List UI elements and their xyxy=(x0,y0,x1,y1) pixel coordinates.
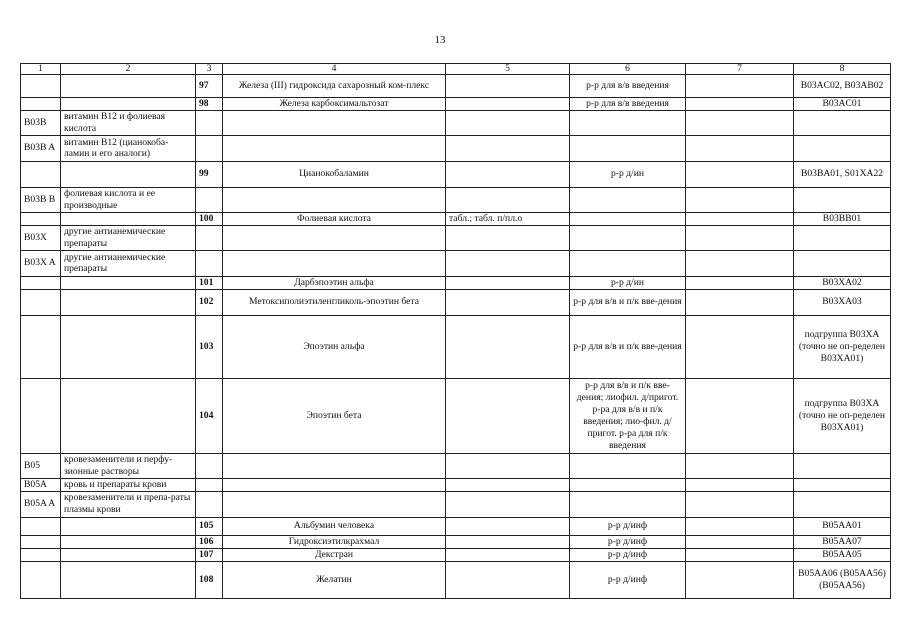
table-row xyxy=(21,161,891,187)
item-number-cell xyxy=(196,491,223,517)
atc-reference-cell xyxy=(794,478,891,491)
drug-name-cell xyxy=(223,135,446,161)
drug-name-cell: Фолиевая кислота xyxy=(223,212,446,225)
column-7-cell xyxy=(686,250,794,276)
dosage-form-injection-cell: р-р д/ин xyxy=(570,276,686,289)
dosage-form-oral-cell xyxy=(446,517,570,535)
atc-group-cell: кровезаменители и перфу-зионные растворы xyxy=(61,453,196,478)
drug-name-cell: Железа (III) гидроксида сахарозный ком-плекс xyxy=(223,75,446,98)
atc-code-cell: B05A xyxy=(21,478,61,491)
drug-name-cell: Метоксиполиэтиленгликоль-эпоэтин бета xyxy=(223,289,446,315)
dosage-form-injection-cell xyxy=(570,491,686,517)
column-7-cell xyxy=(686,75,794,98)
column-number-row xyxy=(21,64,891,75)
atc-reference-cell: подгруппа B03XA (точно не оп-ределен B03XA01) xyxy=(794,378,891,453)
atc-reference-cell xyxy=(794,187,891,212)
atc-group-cell: витамин B12 (цианокоба-ламин и его аналоги) xyxy=(61,135,196,161)
column-number: 1 xyxy=(21,64,61,75)
atc-code-cell xyxy=(21,315,61,378)
item-number-cell: 102 xyxy=(196,289,223,315)
table-row xyxy=(21,75,891,98)
table-row xyxy=(21,378,891,453)
dosage-form-injection-cell xyxy=(570,453,686,478)
column-7-cell xyxy=(686,161,794,187)
dosage-form-oral-cell xyxy=(446,225,570,250)
column-7-cell xyxy=(686,548,794,561)
dosage-form-oral-cell xyxy=(446,276,570,289)
dosage-form-injection-cell: р-р д/инф xyxy=(570,517,686,535)
item-number-cell xyxy=(196,478,223,491)
table-row xyxy=(21,225,891,250)
atc-reference-cell xyxy=(794,491,891,517)
dosage-form-oral-cell xyxy=(446,98,570,111)
dosage-form-oral-cell xyxy=(446,535,570,548)
atc-group-cell: кровь и препараты крови xyxy=(61,478,196,491)
item-number-cell xyxy=(196,225,223,250)
drug-name-cell: Желатин xyxy=(223,561,446,598)
atc-code-cell xyxy=(21,161,61,187)
dosage-form-oral-cell xyxy=(446,75,570,98)
column-7-cell xyxy=(686,212,794,225)
table-row xyxy=(21,491,891,517)
dosage-form-injection-cell xyxy=(570,135,686,161)
dosage-form-injection-cell xyxy=(570,212,686,225)
atc-code-cell xyxy=(21,212,61,225)
dosage-form-injection-cell: р-р для в/в и п/к вве-дения xyxy=(570,289,686,315)
atc-code-cell xyxy=(21,98,61,111)
atc-code-cell: B03B A xyxy=(21,135,61,161)
item-number-cell xyxy=(196,187,223,212)
column-7-cell xyxy=(686,110,794,135)
atc-group-cell xyxy=(61,548,196,561)
column-number: 6 xyxy=(570,64,686,75)
atc-reference-cell: B03XA03 xyxy=(794,289,891,315)
dosage-form-injection-cell: р-р д/инф xyxy=(570,548,686,561)
atc-group-cell xyxy=(61,276,196,289)
column-7-cell xyxy=(686,276,794,289)
column-7-cell xyxy=(686,187,794,212)
column-7-cell xyxy=(686,225,794,250)
atc-code-cell xyxy=(21,561,61,598)
table-row xyxy=(21,561,891,598)
column-7-cell xyxy=(686,289,794,315)
atc-code-cell: B03X xyxy=(21,225,61,250)
column-number: 5 xyxy=(446,64,570,75)
drug-name-cell xyxy=(223,478,446,491)
column-7-cell xyxy=(686,491,794,517)
drug-name-cell: Железа карбоксимальтозат xyxy=(223,98,446,111)
atc-reference-cell xyxy=(794,453,891,478)
item-number-cell xyxy=(196,453,223,478)
item-number-cell xyxy=(196,250,223,276)
column-7-cell xyxy=(686,98,794,111)
atc-group-cell xyxy=(61,289,196,315)
atc-reference-cell: B05AA07 xyxy=(794,535,891,548)
atc-reference-cell xyxy=(794,135,891,161)
dosage-form-oral-cell xyxy=(446,110,570,135)
atc-reference-cell: подгруппа B03XA (точно не оп-ределен B03XA01) xyxy=(794,315,891,378)
atc-code-cell xyxy=(21,548,61,561)
drug-classification-table xyxy=(20,63,891,599)
drug-name-cell: Эпоэтин бета xyxy=(223,378,446,453)
atc-code-cell: B03X A xyxy=(21,250,61,276)
atc-group-cell xyxy=(61,517,196,535)
atc-code-cell: B03B xyxy=(21,110,61,135)
dosage-form-oral-cell xyxy=(446,548,570,561)
dosage-form-oral-cell xyxy=(446,453,570,478)
table-row xyxy=(21,315,891,378)
drug-name-cell: Альбумин человека xyxy=(223,517,446,535)
drug-name-cell: Гидроксиэтилкрахмал xyxy=(223,535,446,548)
drug-name-cell: Цианокобаламин xyxy=(223,161,446,187)
dosage-form-oral-cell xyxy=(446,561,570,598)
drug-name-cell xyxy=(223,453,446,478)
item-number-cell: 97 xyxy=(196,75,223,98)
atc-group-cell xyxy=(61,212,196,225)
dosage-form-injection-cell: р-р для в/в введения xyxy=(570,75,686,98)
atc-group-cell xyxy=(61,75,196,98)
atc-reference-cell: B03BA01, S01XA22 xyxy=(794,161,891,187)
table-row xyxy=(21,289,891,315)
table-row xyxy=(21,478,891,491)
column-7-cell xyxy=(686,535,794,548)
table-row xyxy=(21,453,891,478)
item-number-cell: 104 xyxy=(196,378,223,453)
column-7-cell xyxy=(686,135,794,161)
dosage-form-injection-cell xyxy=(570,187,686,212)
drug-name-cell: Декстран xyxy=(223,548,446,561)
item-number-cell xyxy=(196,110,223,135)
drug-name-cell: Дарбэпоэтин альфа xyxy=(223,276,446,289)
table-row xyxy=(21,135,891,161)
item-number-cell xyxy=(196,135,223,161)
atc-code-cell: B03B B xyxy=(21,187,61,212)
drug-name-cell xyxy=(223,225,446,250)
table-row xyxy=(21,98,891,111)
dosage-form-injection-cell: р-р для в/в и п/к вве-дения; лиофил. д/пригот. р-ра для в/в и п/к введения; лио-фил. д/пригот. р-ра для п/к введения xyxy=(570,378,686,453)
dosage-form-oral-cell: табл.; табл. п/пл.о xyxy=(446,212,570,225)
item-number-cell: 101 xyxy=(196,276,223,289)
column-7-cell xyxy=(686,561,794,598)
atc-reference-cell xyxy=(794,110,891,135)
atc-code-cell: B05 xyxy=(21,453,61,478)
atc-group-cell xyxy=(61,535,196,548)
atc-group-cell: другие антианемические препараты xyxy=(61,250,196,276)
atc-code-cell xyxy=(21,276,61,289)
drug-name-cell: Эпоэтин альфа xyxy=(223,315,446,378)
atc-reference-cell: B05AA05 xyxy=(794,548,891,561)
dosage-form-injection-cell: р-р для в/в и п/к вве-дения xyxy=(570,315,686,378)
atc-reference-cell: B05AA01 xyxy=(794,517,891,535)
atc-group-cell: кровезаменители и препа-раты плазмы крови xyxy=(61,491,196,517)
dosage-form-oral-cell xyxy=(446,135,570,161)
dosage-form-oral-cell xyxy=(446,315,570,378)
atc-reference-cell: B05AA06 (B05AA56) (B05AA56) xyxy=(794,561,891,598)
dosage-form-injection-cell: р-р для в/в введения xyxy=(570,98,686,111)
atc-group-cell: фолиевая кислота и ее производные xyxy=(61,187,196,212)
dosage-form-oral-cell xyxy=(446,491,570,517)
item-number-cell: 103 xyxy=(196,315,223,378)
item-number-cell: 106 xyxy=(196,535,223,548)
atc-code-cell xyxy=(21,535,61,548)
atc-group-cell: витамин B12 и фолиевая кислота xyxy=(61,110,196,135)
atc-code-cell xyxy=(21,289,61,315)
table-row xyxy=(21,548,891,561)
dosage-form-injection-cell: р-р д/инф xyxy=(570,535,686,548)
dosage-form-oral-cell xyxy=(446,378,570,453)
column-number: 8 xyxy=(794,64,891,75)
drug-name-cell xyxy=(223,491,446,517)
dosage-form-oral-cell xyxy=(446,478,570,491)
atc-reference-cell: B03AC01 xyxy=(794,98,891,111)
item-number-cell: 108 xyxy=(196,561,223,598)
table-row xyxy=(21,276,891,289)
atc-reference-cell: B03AC02, B03AB02 xyxy=(794,75,891,98)
drug-name-cell xyxy=(223,187,446,212)
atc-group-cell: другие антианемические препараты xyxy=(61,225,196,250)
column-7-cell xyxy=(686,453,794,478)
table-row xyxy=(21,187,891,212)
table-row xyxy=(21,250,891,276)
atc-code-cell xyxy=(21,75,61,98)
atc-group-cell xyxy=(61,161,196,187)
atc-code-cell xyxy=(21,517,61,535)
column-7-cell xyxy=(686,478,794,491)
column-number: 7 xyxy=(686,64,794,75)
page-number: 13 xyxy=(434,34,446,46)
atc-reference-cell: B03BB01 xyxy=(794,212,891,225)
dosage-form-injection-cell xyxy=(570,110,686,135)
atc-group-cell xyxy=(61,378,196,453)
column-7-cell xyxy=(686,517,794,535)
atc-group-cell xyxy=(61,98,196,111)
dosage-form-oral-cell xyxy=(446,250,570,276)
table-row xyxy=(21,212,891,225)
table-row xyxy=(21,110,891,135)
item-number-cell: 107 xyxy=(196,548,223,561)
column-7-cell xyxy=(686,378,794,453)
column-7-cell xyxy=(686,315,794,378)
column-number: 3 xyxy=(196,64,223,75)
column-number: 4 xyxy=(223,64,446,75)
atc-group-cell xyxy=(61,315,196,378)
atc-reference-cell xyxy=(794,225,891,250)
table-row xyxy=(21,517,891,535)
dosage-form-injection-cell: р-р д/ин xyxy=(570,161,686,187)
item-number-cell: 105 xyxy=(196,517,223,535)
dosage-form-oral-cell xyxy=(446,187,570,212)
item-number-cell: 98 xyxy=(196,98,223,111)
dosage-form-injection-cell xyxy=(570,225,686,250)
dosage-form-injection-cell xyxy=(570,478,686,491)
dosage-form-injection-cell xyxy=(570,250,686,276)
item-number-cell: 100 xyxy=(196,212,223,225)
drug-name-cell xyxy=(223,110,446,135)
atc-group-cell xyxy=(61,561,196,598)
atc-reference-cell xyxy=(794,250,891,276)
drug-name-cell xyxy=(223,250,446,276)
atc-reference-cell: B03XA02 xyxy=(794,276,891,289)
column-number: 2 xyxy=(61,64,196,75)
atc-code-cell xyxy=(21,378,61,453)
table-row xyxy=(21,535,891,548)
dosage-form-oral-cell xyxy=(446,161,570,187)
dosage-form-oral-cell xyxy=(446,289,570,315)
dosage-form-injection-cell: р-р д/инф xyxy=(570,561,686,598)
item-number-cell: 99 xyxy=(196,161,223,187)
atc-code-cell: B05A A xyxy=(21,491,61,517)
